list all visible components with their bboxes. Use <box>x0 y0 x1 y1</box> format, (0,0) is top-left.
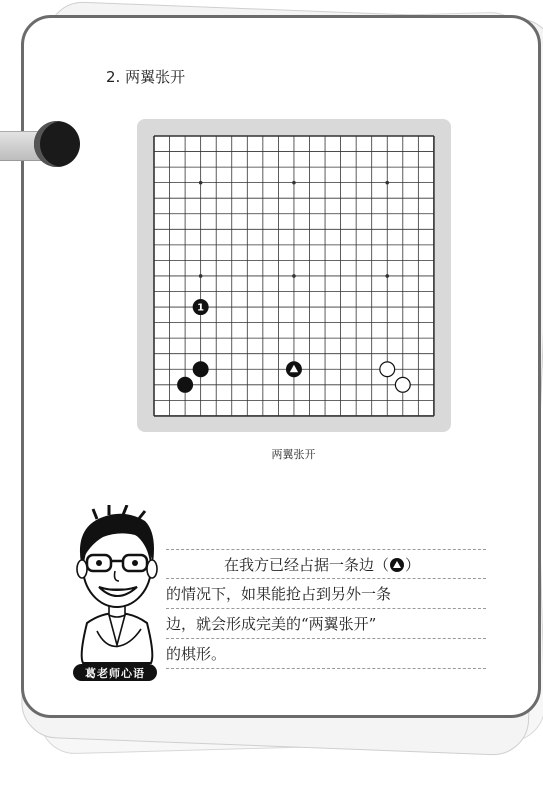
go-board-frame <box>137 119 451 432</box>
note-line-3: 边，就会形成完美的“两翼张开” <box>166 609 486 639</box>
note-line-1-text: 在我方已经占据一条边（ <box>224 556 390 574</box>
diagram-caption: 两翼张开 <box>271 448 316 461</box>
binder-ring <box>34 121 80 167</box>
white-stone <box>395 377 410 392</box>
section-heading: 2. 两翼张开 <box>106 68 186 86</box>
star-point <box>292 274 296 278</box>
note-line-4: 的棋形。 <box>166 639 486 669</box>
note-line-2: 的情况下，如果能抢占到另外一条 <box>166 579 486 609</box>
teacher-note <box>166 549 486 669</box>
stone-number: 1 <box>197 302 205 314</box>
white-stone <box>380 362 395 377</box>
star-point <box>385 181 389 185</box>
star-point <box>292 181 296 185</box>
star-point <box>199 274 203 278</box>
black-stone <box>178 377 193 392</box>
note-line-1-close: ） <box>405 556 421 574</box>
black-stone <box>193 362 208 377</box>
teacher-avatar <box>57 505 177 665</box>
star-point <box>199 181 203 185</box>
star-point <box>385 274 389 278</box>
go-board <box>137 119 451 432</box>
author-badge: 葛老师心语 <box>73 664 157 681</box>
triangle-stone-icon <box>390 558 404 572</box>
note-line-1 <box>166 549 486 579</box>
